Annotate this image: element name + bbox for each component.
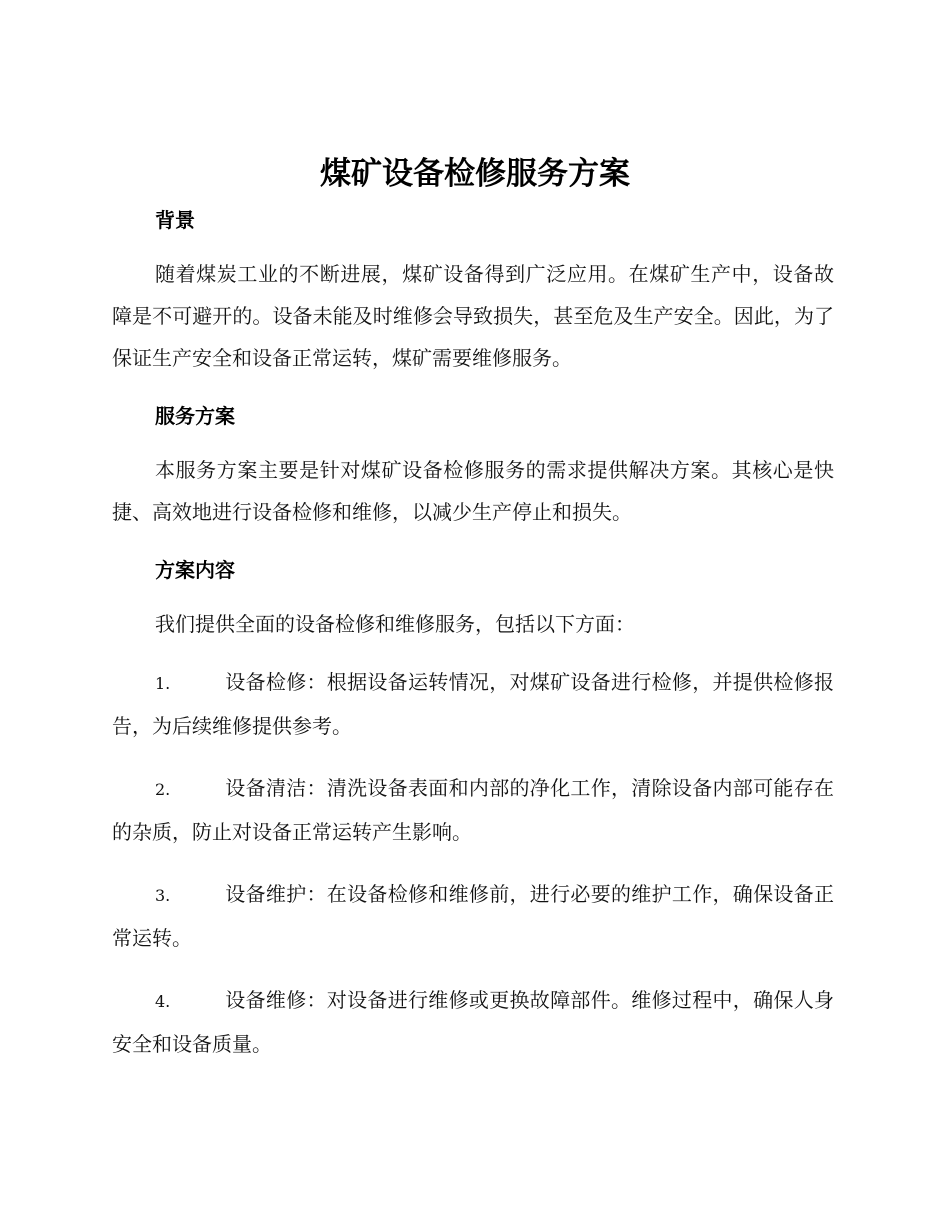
section-heading-plan-content: 方案内容 — [155, 558, 235, 582]
list-item-number: 2. — [155, 780, 171, 799]
list-item-number: 1. — [155, 674, 171, 693]
service-plan-paragraph: 本服务方案主要是针对煤矿设备检修服务的需求提供解决方案。其核心是快捷、高效地进行设备检修和维修，以减少生产停止和损失。 — [112, 458, 834, 524]
list-item — [112, 979, 834, 1065]
section-heading-service-plan: 服务方案 — [155, 404, 235, 428]
list-item-text: 设备清洁：清洗设备表面和内部的净化工作，清除设备内部可能存在的杂质，防止对设备正常运转产生影响。 — [112, 776, 834, 844]
document-title: 煤矿设备检修服务方案 — [320, 156, 630, 192]
plan-content-intro: 我们提供全面的设备检修和维修服务，包括以下方面： — [155, 612, 635, 636]
document-body — [112, 203, 834, 1065]
list-item — [112, 873, 834, 959]
list-item-number: 4. — [155, 992, 171, 1011]
list-item-text: 设备维护：在设备检修和维修前，进行必要的维护工作，确保设备正常运转。 — [112, 882, 834, 950]
background-paragraph: 随着煤炭工业的不断进展，煤矿设备得到广泛应用。在煤矿生产中，设备故障是不可避开的。设备未能及时维修会导致损失，甚至危及生产安全。因此，为了保证生产安全和设备正常运转，煤矿需要维修服务。 — [112, 262, 834, 370]
list-item-number: 3. — [155, 886, 171, 905]
list-item — [112, 661, 834, 747]
list-item-text: 设备检修：根据设备运转情况，对煤矿设备进行检修，并提供检修报告，为后续维修提供参考。 — [112, 670, 834, 738]
section-heading-background: 背景 — [155, 208, 195, 232]
list-item-text: 设备维修：对设备进行维修或更换故障部件。维修过程中，确保人身安全和设备质量。 — [112, 988, 834, 1056]
list-item — [112, 767, 834, 853]
